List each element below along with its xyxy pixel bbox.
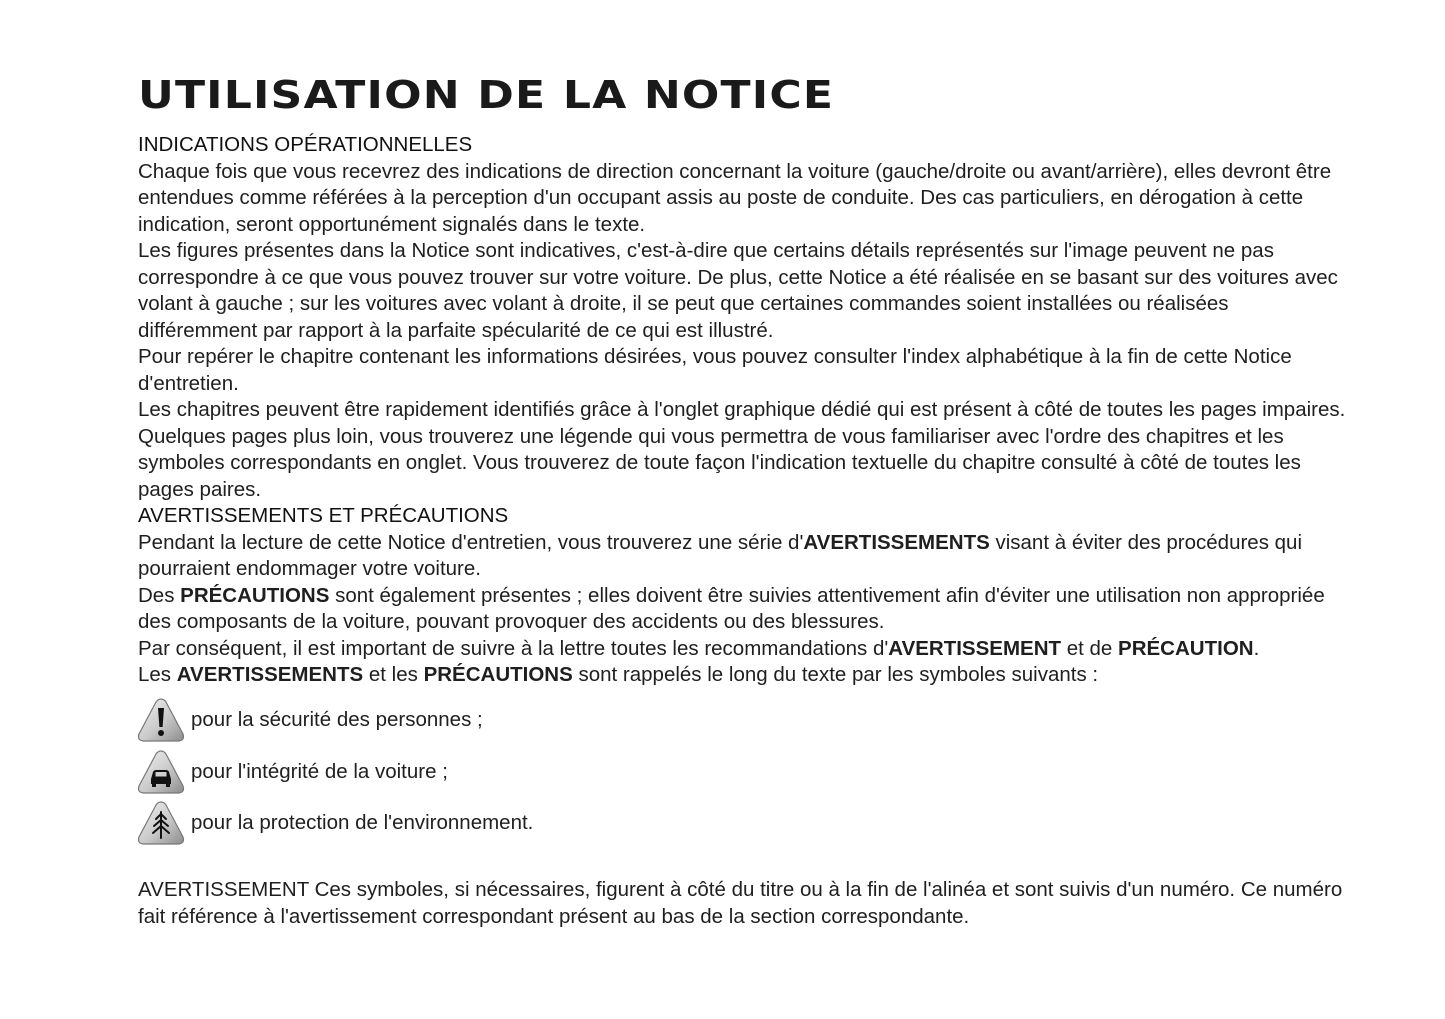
- car-warning-icon: [136, 748, 186, 796]
- exclamation-warning-icon: [136, 696, 186, 744]
- page-title: UTILISATION DE LA NOTICE: [138, 73, 835, 117]
- symbol-row-vehicle: [138, 746, 1348, 798]
- symbol-label: pour la sécurité des personnes ;: [191, 708, 483, 732]
- symbol-label: pour l'intégrité de la voiture ;: [191, 759, 448, 783]
- paragraph: Chaque fois que vous recevrez des indications de direction concernant la voiture (gauche/droite ou avant/arrière), elles devront être entendues comme référées à la perception d'un occupant assis au poste de conduite. Des cas particuliers, en dérogation à cette indication, seront opportunément signalés dans le texte.: [138, 159, 1332, 236]
- symbol-row-environment: [138, 798, 1348, 850]
- paragraph: Pour repérer le chapitre contenant les informations désirées, vous pouvez consulter l'index alphabétique à la fin de cette Notice d'entretien.: [138, 345, 1292, 395]
- paragraph: Par conséquent, il est important de suivre à la lettre toutes les recommandations d'AVERTISSEMENT et de PRÉCAUTION.: [138, 636, 1260, 660]
- paragraph: Les AVERTISSEMENTS et les PRÉCAUTIONS sont rappelés le long du texte par les symboles suivants :: [138, 663, 1099, 686]
- tree-warning-icon: [136, 799, 186, 847]
- symbol-row-safety: [138, 695, 1348, 747]
- warning-note: AVERTISSEMENT Ces symboles, si nécessaires, figurent à côté du titre ou à la fin de l'alinéa et sont suivis d'un numéro. Ce numéro fait référence à l'avertissement correspondant présent au bas de la section correspondante.: [138, 878, 1343, 928]
- paragraph: Pendant la lecture de cette Notice d'entretien, vous trouverez une série d'AVERTISSEMENTS visant à éviter des procédures qui pourraient endommager votre voiture.: [138, 530, 1303, 580]
- section-heading-warnings: AVERTISSEMENTS ET PRÉCAUTIONS: [138, 504, 509, 527]
- paragraph: Des PRÉCAUTIONS sont également présentes ; elles doivent être suivies attentivement afin d'éviter une utilisation non appropriée des composants de la voiture, pouvant provoquer des accidents ou des blessures.: [138, 583, 1325, 633]
- section-heading-operational: INDICATIONS OPÉRATIONNELLES: [138, 133, 473, 156]
- document-page: [138, 70, 1348, 930]
- paragraph: Les chapitres peuvent être rapidement identifiés grâce à l'onglet graphique dédié qui est présent à côté de toutes les pages impaires. Quelques pages plus loin, vous trouverez une légende qui vous permettra de vous familiariser avec l'ordre des chapitres et les symboles correspondants en onglet. Vous trouverez de toute façon l'indication textuelle du chapitre consulté à côté de toutes les pages paires.: [138, 398, 1346, 501]
- paragraph: Les figures présentes dans la Notice sont indicatives, c'est-à-dire que certains détails représentés sur l'image peuvent ne pas correspondre à ce que vous pouvez trouver sur votre voiture. De plus, cette Notice a été réalisée en se basant sur des voitures avec volant à gauche ; sur les voitures avec volant à droite, il se peut que certaines commandes soient installées ou réalisées différemment par rapport à la parfaite spécularité de ce qui est illustré.: [138, 239, 1338, 342]
- symbol-label: pour la protection de l'environnement.: [191, 811, 534, 835]
